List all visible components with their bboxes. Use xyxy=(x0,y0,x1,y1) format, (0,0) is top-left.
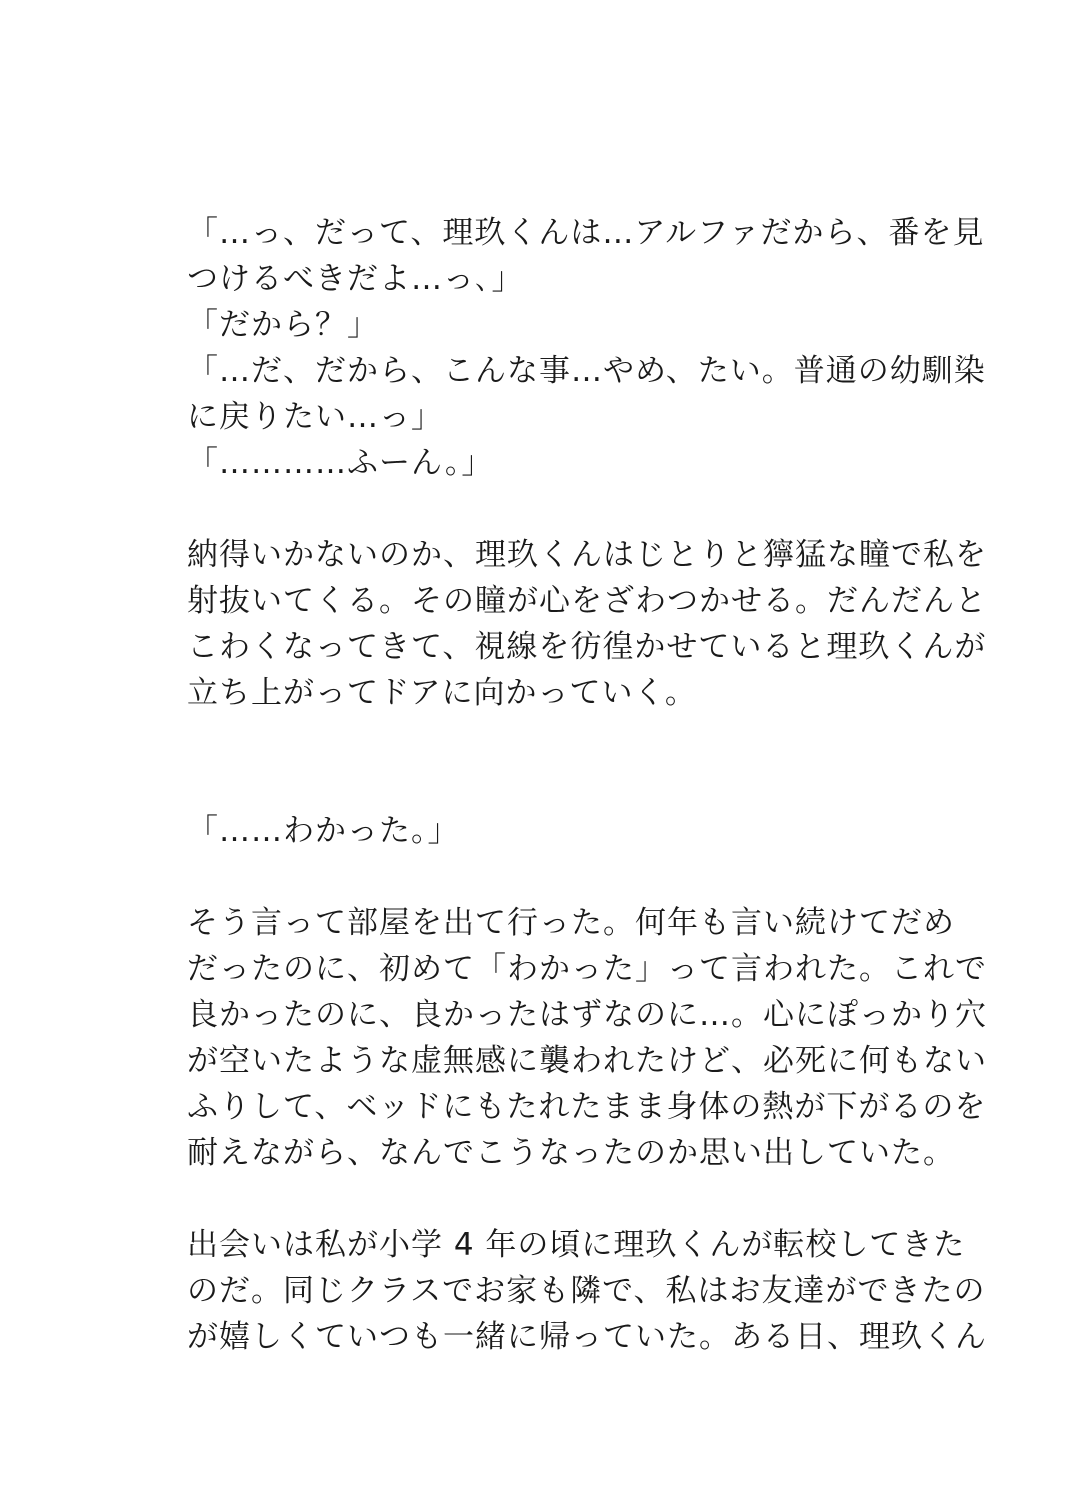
text-line: が空いたような虚無感に襲われたけど、必死に何もない xyxy=(187,1043,987,1079)
paragraph-gap xyxy=(187,1176,917,1222)
text-line: 出会いは私が小学 4 年の頃に理玖くんが転校してきた xyxy=(187,1227,966,1263)
paragraph-gap xyxy=(187,486,917,532)
text-line: つけるべきだよ…っ､」 xyxy=(187,261,524,297)
text-line: 立ち上がってドアに向かっていく。 xyxy=(187,675,697,711)
text-line: だったのに、初めて「わかった」って言われた。これで xyxy=(187,951,987,987)
paragraph-gap xyxy=(187,716,917,808)
text-line: 「…っ、だって、理玖くんは…アルファだから、番を見 xyxy=(187,215,985,251)
text-line: 「だから？」 xyxy=(187,307,379,343)
text-line: 射抜いてくる。その瞳が心をざわつかせる。だんだんと xyxy=(187,583,987,619)
text-line: そう言って部屋を出て行った。何年も言い続けてだめ xyxy=(187,905,955,941)
text-line: 納得いかないのか、理玖くんはじとりと獰猛な瞳で私を xyxy=(187,537,987,573)
text-line: のだ。同じクラスでお家も隣で、私はお友達ができたの xyxy=(187,1273,986,1309)
paragraph-gap xyxy=(187,854,917,900)
text-line: に戻りたい…っ」 xyxy=(187,399,443,435)
text-line: が嬉しくていつも一緒に帰っていた。ある日、理玖くん xyxy=(187,1319,987,1355)
text-line: 良かったのに、良かったはずなのに…。心にぽっかり穴 xyxy=(187,997,987,1033)
text-line: 「……わかった。」 xyxy=(187,813,460,849)
text-line: 「…だ、だから、こんな事…やめ、たい。普通の幼馴染 xyxy=(187,353,986,389)
text-line: 「…………ふーん。」 xyxy=(187,445,494,481)
text-line: ふりして、ベッドにもたれたまま身体の熱が下がるのを xyxy=(187,1089,987,1125)
text-line: こわくなってきて、視線を彷徨かせていると理玖くんが xyxy=(187,629,987,665)
text-line: 耐えながら、なんでこうなったのか思い出していた。 xyxy=(187,1135,955,1171)
novel-text xyxy=(187,210,987,1360)
